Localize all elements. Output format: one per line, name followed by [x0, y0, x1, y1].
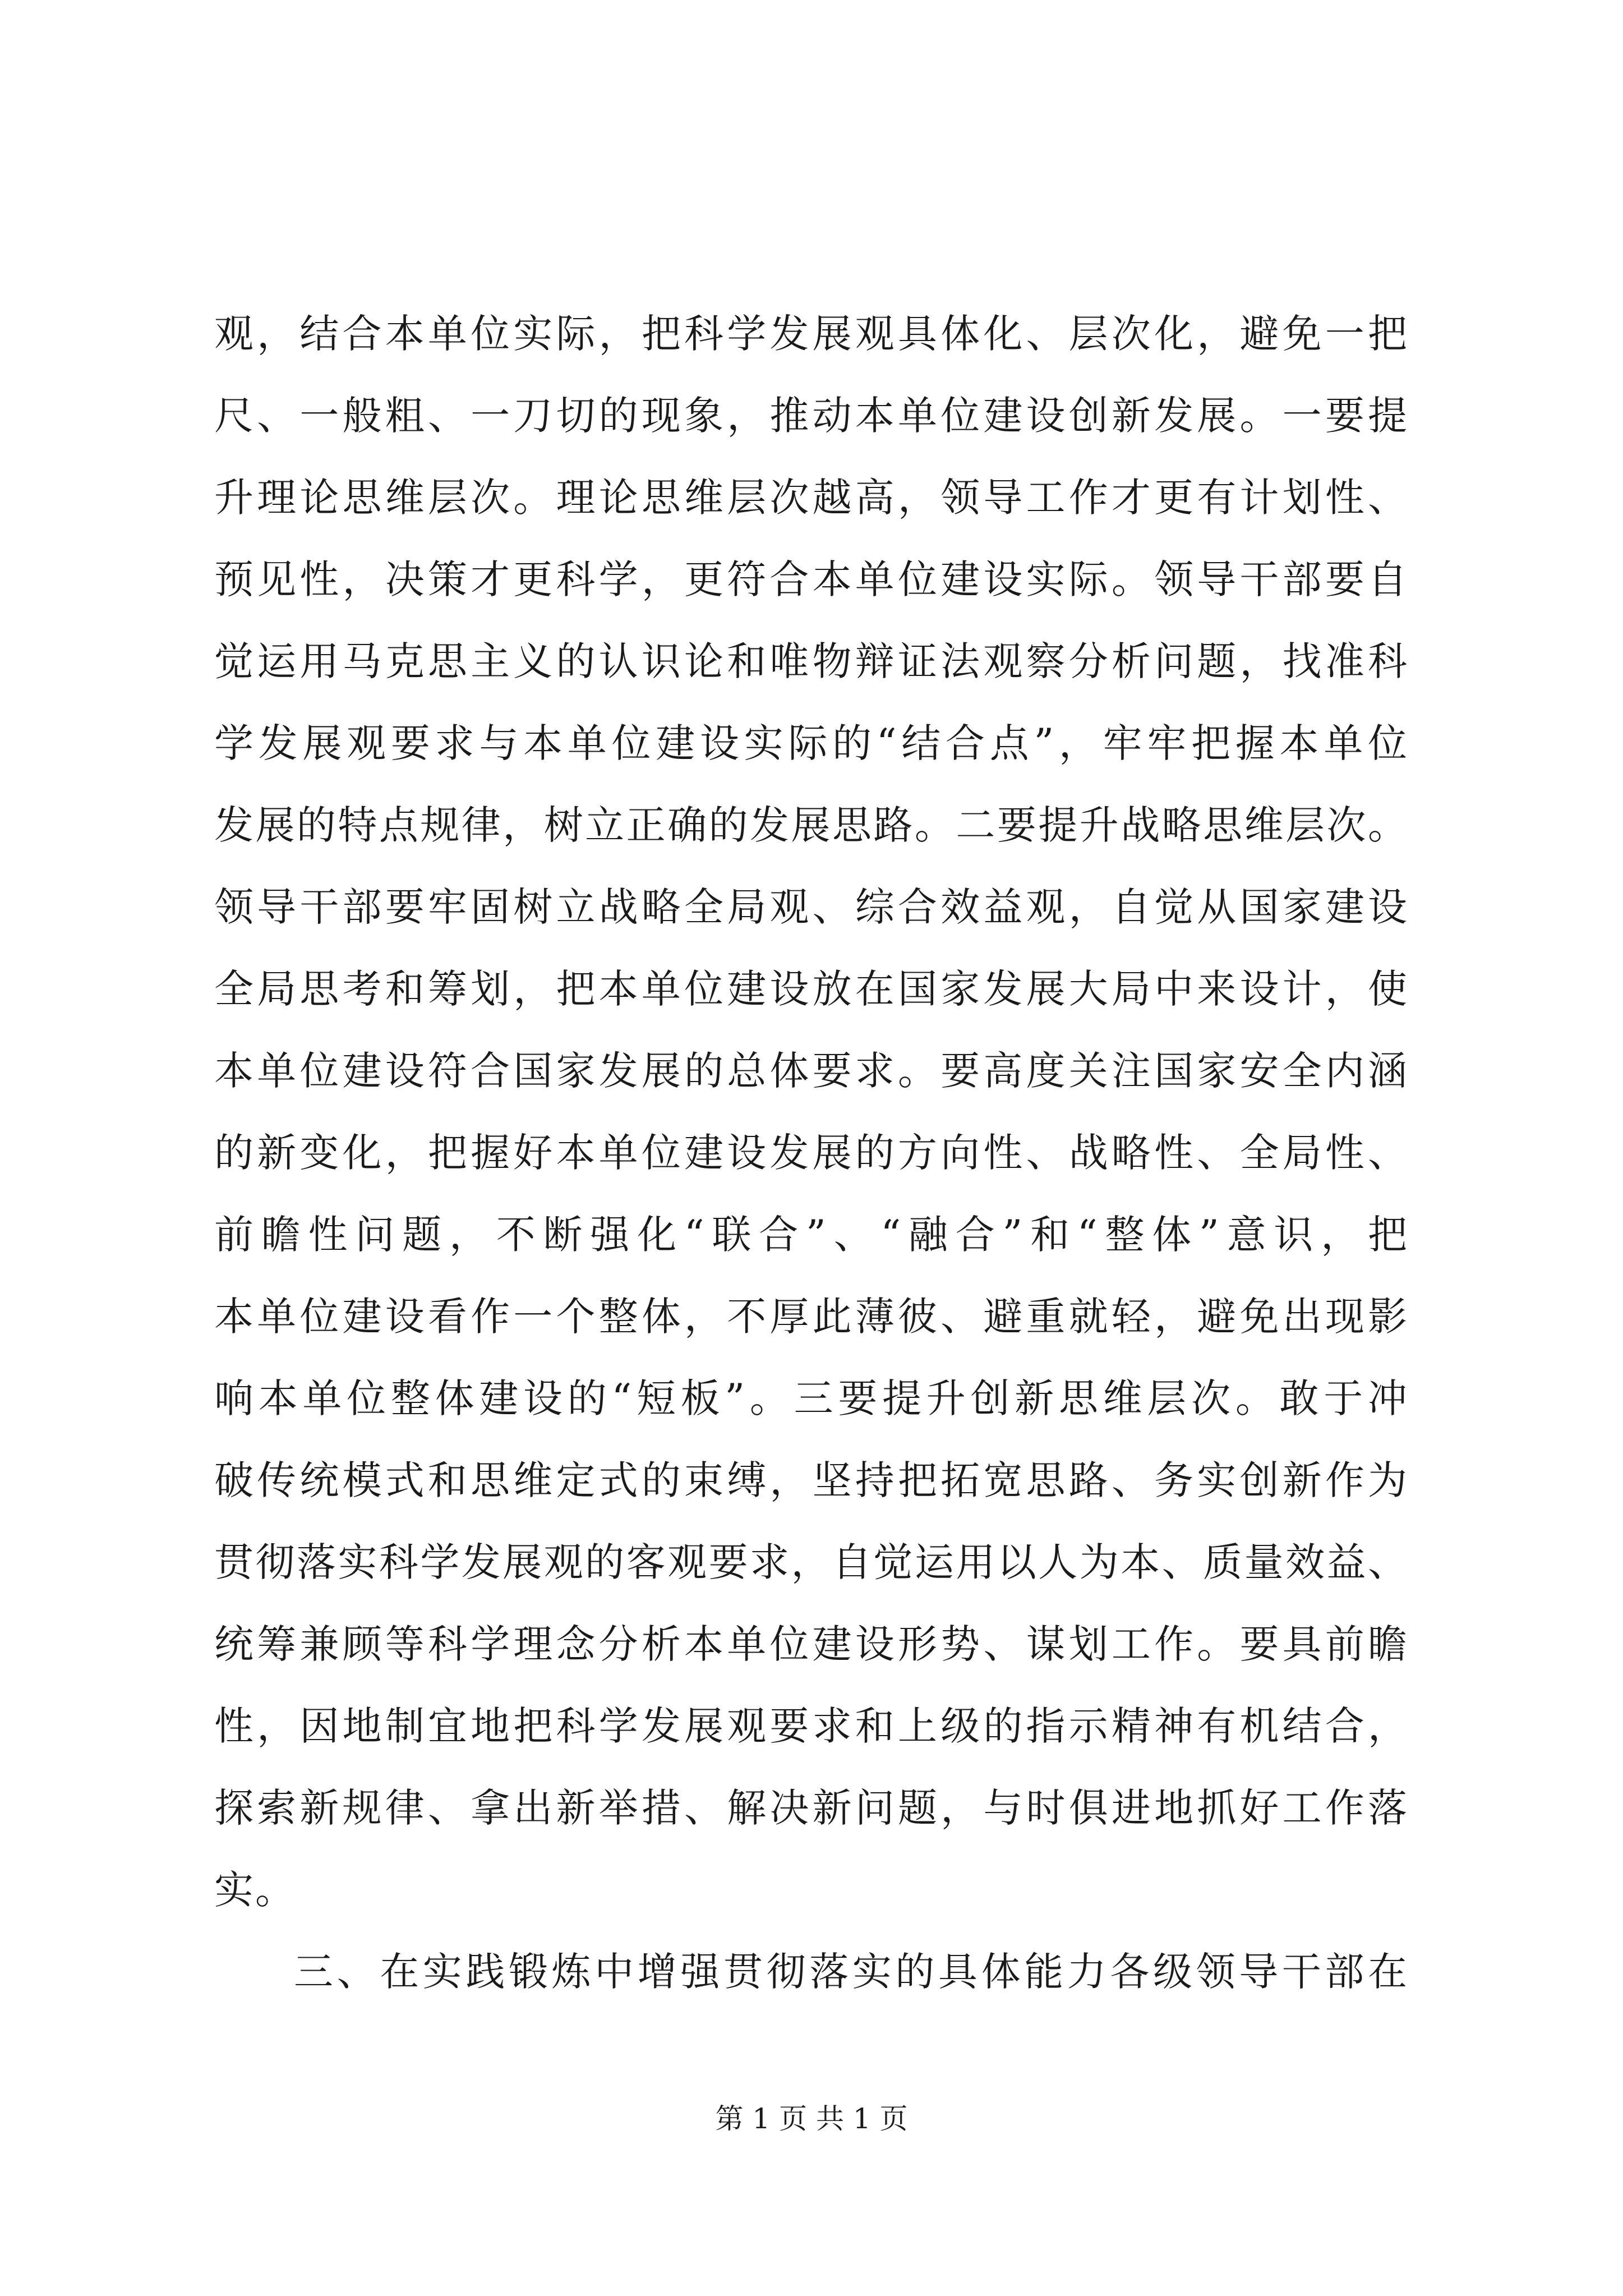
text-line: 尺、一般粗、一刀切的现象，推动本单位建设创新发展。一要提	[214, 393, 1409, 439]
text-line: 升理论思维层次。理论思维层次越高，领导工作才更有计划性、	[214, 475, 1409, 521]
section-heading-line: 三、在实践锻炼中增强贯彻落实的具体能力各级领导干部在	[294, 1949, 1409, 1995]
document-body	[214, 293, 1409, 2013]
text-line: 的新变化，把握好本单位建设发展的方向性、战略性、全局性、	[214, 1130, 1409, 1176]
text-line: 预见性，决策才更科学，更符合本单位建设实际。领导干部要自	[214, 556, 1409, 602]
text-line: 破传统模式和思维定式的束缚，坚持把拓宽思路、务实创新作为	[214, 1457, 1409, 1503]
text-line: 全局思考和筹划，把本单位建设放在国家发展大局中来设计，使	[214, 966, 1409, 1012]
text-line: 领导干部要牢固树立战略全局观、综合效益观，自觉从国家建设	[214, 884, 1409, 930]
text-line: 学发展观要求与本单位建设实际的“结合点”，牢牢把握本单位	[214, 720, 1409, 766]
text-line: 本单位建设看作一个整体，不厚此薄彼、避重就轻，避免出现影	[214, 1294, 1409, 1340]
text-line: 本单位建设符合国家发展的总体要求。要高度关注国家安全内涵	[214, 1048, 1409, 1094]
page-number-footer: 第 1 页 共 1 页	[715, 2102, 908, 2135]
text-line: 统筹兼顾等科学理念分析本单位建设形势、谋划工作。要具前瞻	[214, 1621, 1409, 1667]
text-line: 贯彻落实科学发展观的客观要求，自觉运用以人为本、质量效益、	[214, 1539, 1409, 1585]
text-line: 实。	[214, 1867, 296, 1913]
text-line: 响本单位整体建设的“短板”。三要提升创新思维层次。敢于冲	[214, 1375, 1409, 1421]
text-line: 探索新规律、拿出新举措、解决新问题，与时俱进地抓好工作落	[214, 1785, 1409, 1831]
text-line: 观，结合本单位实际，把科学发展观具体化、层次化，避免一把	[214, 311, 1409, 357]
text-line: 觉运用马克思主义的认识论和唯物辩证法观察分析问题，找准科	[214, 638, 1409, 684]
text-line: 发展的特点规律，树立正确的发展思路。二要提升战略思维层次。	[214, 802, 1409, 848]
text-line: 前瞻性问题，不断强化“联合”、“融合”和“整体”意识，把	[214, 1212, 1409, 1258]
text-line: 性，因地制宜地把科学发展观要求和上级的指示精神有机结合，	[214, 1703, 1409, 1749]
